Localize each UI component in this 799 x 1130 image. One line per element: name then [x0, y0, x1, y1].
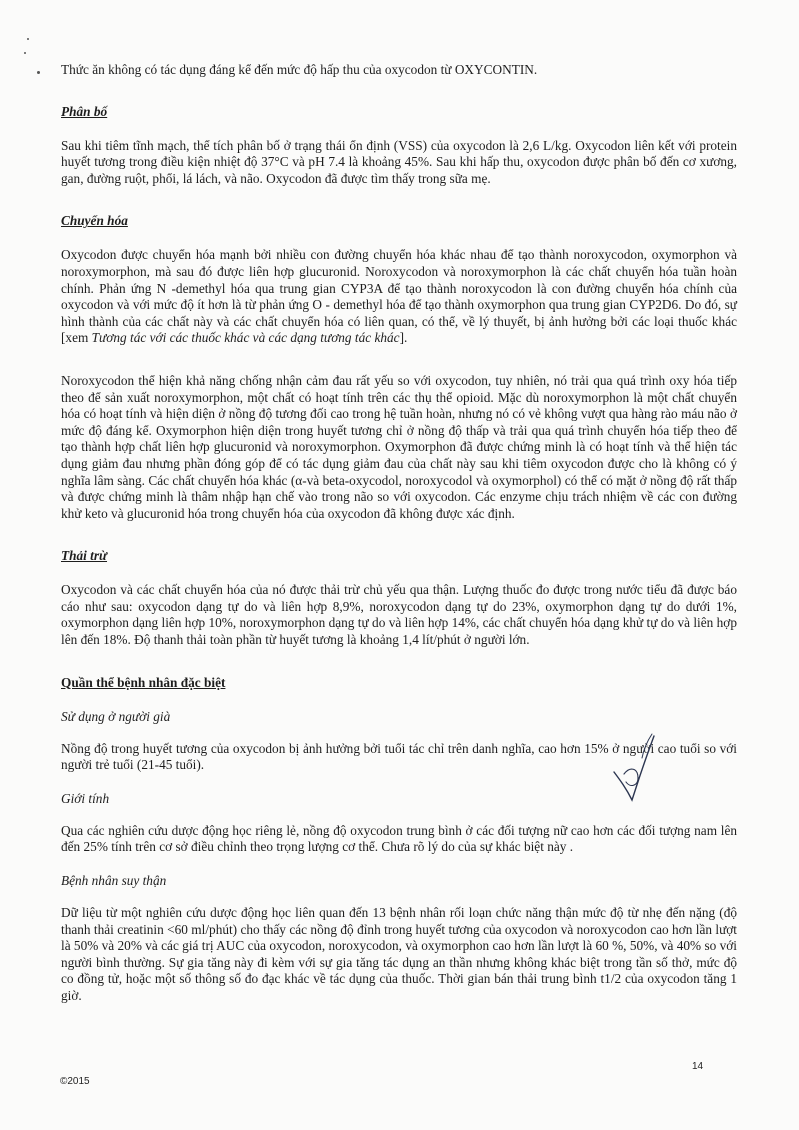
page-number: 14: [692, 1061, 704, 1072]
metabolism-text: Oxycodon được chuyển hóa mạnh bởi nhiều con đường chuyển hóa khác nhau để tạo thành noroxycodon, oxymorphon và noroxymorphon, mà sau đó được liên hợp glucuronid. Noroxycodon và noroxymorphon là các chất chuyển hóa tuần hoàn chính. Phản ứng N -demethyl hóa qua trung gian CYP3A để tạo thành noroxycodon là con đường chuyển hóa chính của oxycodon và với mức độ ít hơn là từ phản ứng O - demethyl hóa để tạo thành oxymorphon qua trung gian CYP2D6. Do đó, sự hình thành của các chất này và các chất chuyển hóa có liên quan, có thể, về lý thuyết, bị ảnh hưởng bởi các loại thuốc khác [xem: [61, 247, 737, 346]
signature-mark: [608, 728, 678, 810]
reference-close: ].: [399, 330, 408, 346]
metabolism-paragraph-2: Noroxycodon thể hiện khả năng chống nhận cảm đau rất yếu so với oxycodon, tuy nhiên, nó trải qua quá trình oxy hóa tiếp theo để sản xuất noroxymorphon, một chất có hoạt tính trên các thụ thể opioid. Mặc dù noroxymorphon là một chất chuyển hóa có hoạt tính và hiện diện ở nồng độ tương đối cao trong hệ tuần hoàn, nhưng nó có vẻ không vượt qua hàng rào máu não ở mức độ đáng kể. Oxymorphon hiện diện trong huyết tương chỉ ở nồng độ thấp và trải qua quá trình chuyển hóa tiếp theo để tạo thành hợp chất liên hợp glucuronid và noroxymorphon. Oxymorphon đã được chứng minh là có hoạt tính và thể hiện tác dụng giảm đau nhưng phần đóng góp để có tác dụng giảm đau của chất này sau khi tiêm oxycodon được cho là không có ý nghĩa lâm sàng. Các chất chuyển hóa khác (α-và beta-oxycodol, noroxycodol và oxymorphol) có thể có mặt ở nồng độ rất thấp và được chứng minh là thâm nhập hạn chế vào trong não so với oxycodon. Các enzyme chịu trách nhiệm về các con đường khử keto và glucuronid hóa trong chuyển hóa của oxycodon đã không được xác định.: [61, 372, 737, 521]
scan-speck: [24, 52, 26, 54]
scan-speck: [37, 71, 40, 74]
metabolism-heading: Chuyển hóa: [61, 213, 128, 229]
document-body: [61, 62, 737, 1005]
copyright-footer: ©2015: [60, 1076, 90, 1087]
gender-paragraph: Qua các nghiên cứu dược động học riêng lẻ, nồng độ oxycodon trung bình ở các đối tượng nữ cao hơn các đối tượng nam lên đến 25% tính trên cơ sở điều chỉnh theo trọng lượng cơ thể. Chưa rõ lý do của sự khác biệt này .: [61, 822, 737, 855]
intro-paragraph: Thức ăn không có tác dụng đáng kể đến mức độ hấp thu của oxycodon từ OXYCONTIN.: [61, 62, 538, 77]
elderly-subheading: Sử dụng ở người già: [61, 708, 171, 724]
excretion-heading: Thải trừ: [61, 548, 108, 564]
renal-paragraph: Dữ liệu từ một nghiên cứu dược động học liên quan đến 13 bệnh nhân rối loạn chức năng thận mức độ từ nhẹ đến nặng (độ thanh thải creatinin <60 ml/phút) cho thấy các nồng độ đỉnh trong huyết tương của oxycodon và noroxycodon cao hơn lần lượt là 50% và 20% và các giá trị AUC của oxycodon, noroxycodon, và oxymorphon cao hơn lần lượt là 60 %, 50%, và 40% so với người bình thường. Sự gia tăng này đi kèm với sự gia tăng tác dụng an thần nhưng không khác biệt trong tần số thở, mức độ co đồng tử, hoặc một số thông số đo đạc khác về tác dụng của thuốc. Thời gian bán thải trung bình t1/2 của oxycodon tăng 1 giờ.: [61, 905, 737, 1003]
distribution-paragraph: Sau khi tiêm tĩnh mạch, thể tích phân bố ở trạng thái ổn định (VSS) của oxycodon là 2,6 L/kg. Oxycodon liên kết với protein huyết tương trong điều kiện nhiệt độ 37°C và pH 7.4 là khoảng 45%. Sau khi hấp thu, oxycodon được phân bố đến cơ xương, gan, đường ruột, phổi, lá lách, và não. Oxycodon đã được tìm thấy trong sữa mẹ.: [61, 137, 737, 186]
distribution-heading: Phân bố: [61, 103, 108, 119]
renal-subheading: Bệnh nhân suy thận: [61, 873, 167, 889]
gender-subheading: Giới tính: [61, 790, 110, 806]
special-populations-heading: Quần thể bệnh nhân đặc biệt: [61, 674, 226, 690]
scan-speck: [27, 38, 29, 40]
excretion-paragraph: Oxycodon và các chất chuyển hóa của nó được thải trừ chủ yếu qua thận. Lượng thuốc đo được trong nước tiểu đã được báo cáo như sau: oxycodon dạng tự do và liên hợp 8,9%, noroxycodon dạng tự do 23%, oxymorphon dạng tự do dưới 1%, oxymorphon dạng liên hợp 10%, noroxymorphon dạng tự do và liên hợp 14%, các chất chuyển hóa dạng khử tự do và liên hợp lên đến 18%. Độ thanh thải toàn phần từ huyết tương là khoảng 1,4 lít/phút ở người lớn.: [61, 582, 737, 648]
elderly-paragraph: Nồng độ trong huyết tương của oxycodon bị ảnh hưởng bởi tuổi tác chỉ trên danh nghĩa, cao hơn 15% ở người cao tuổi so với người trẻ tuổi (21-45 tuổi).: [61, 740, 737, 773]
metabolism-paragraph-1: [61, 247, 737, 347]
interaction-reference: Tương tác với các thuốc khác và các dạng tương tác khác: [91, 330, 400, 346]
